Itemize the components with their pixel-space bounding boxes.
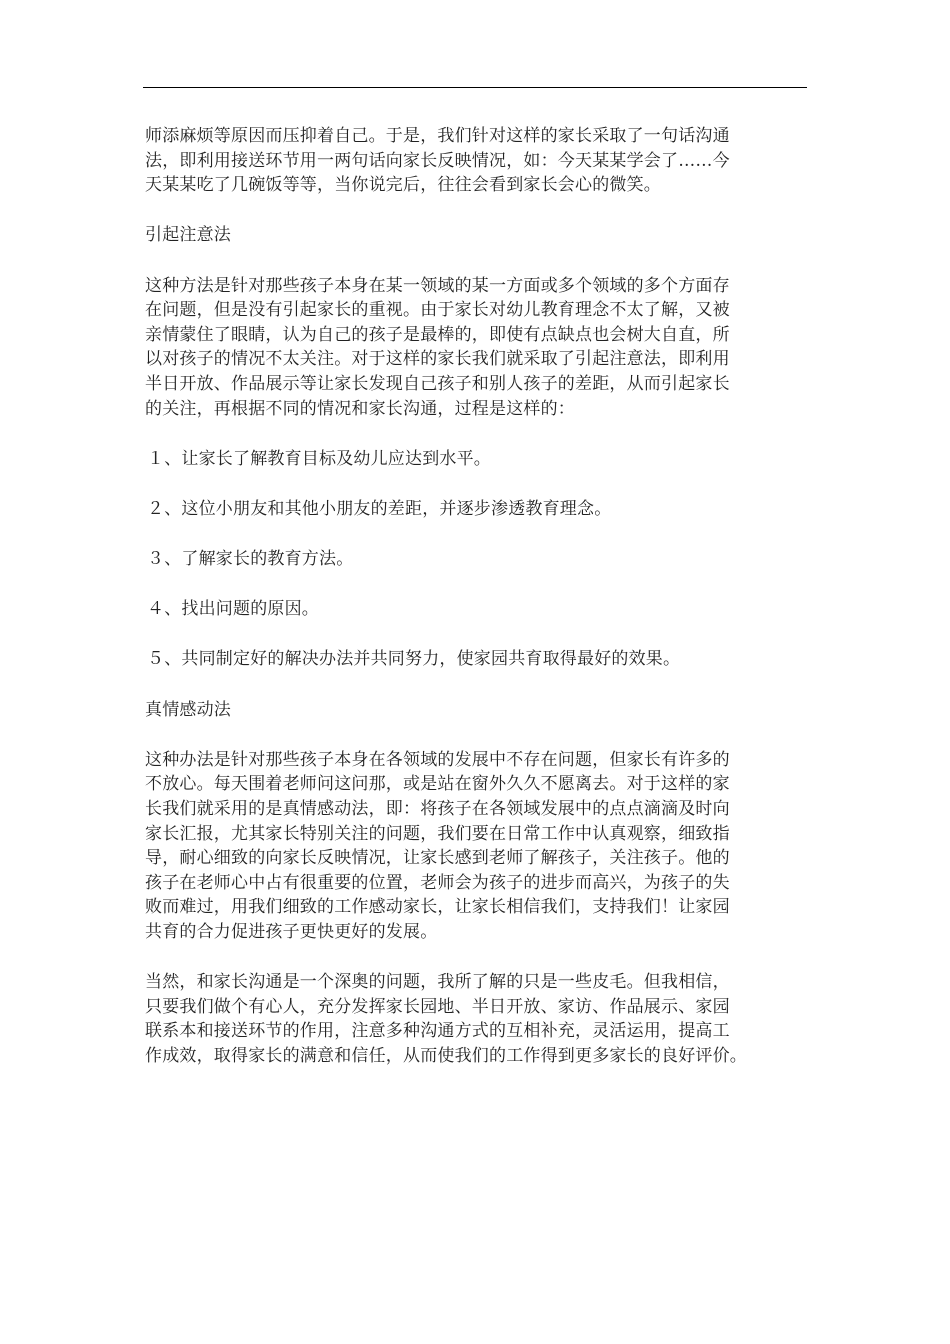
list-item: ４、找出问题的原因。 bbox=[147, 599, 319, 620]
list-item: ５、共同制定好的解决办法并共同努力，使家园共育取得最好的效果。 bbox=[147, 649, 681, 670]
section-heading: 真情感动法 bbox=[145, 699, 231, 720]
text-line: 败而难过，用我们细致的工作感动家长，让家长相信我们，支持我们！让家园 bbox=[145, 897, 730, 918]
step-5 bbox=[145, 647, 845, 672]
paragraph-conclusion bbox=[145, 970, 845, 1068]
text-line: 当然，和家长沟通是一个深奥的问题，我所了解的只是一些皮毛。但我相信， bbox=[145, 972, 730, 993]
text-line: 长我们就采用的是真情感动法，即：将孩子在各领域发展中的点点滴滴及时向 bbox=[145, 799, 730, 820]
text-line: 在问题，但是没有引起家长的重视。由于家长对幼儿教育理念不太了解，又被 bbox=[145, 300, 730, 321]
text-line: 法，即利用接送环节用一两句话向家长反映情况，如：今天某某学会了……今 bbox=[145, 150, 730, 171]
text-line: 天某某吃了几碗饭等等，当你说完后，往往会看到家长会心的微笑。 bbox=[145, 175, 661, 196]
list-item: ３、了解家长的教育方法。 bbox=[147, 549, 354, 570]
step-2 bbox=[145, 497, 845, 522]
text-line: 这种方法是针对那些孩子本身在某一领域的某一方面或多个领域的多个方面存 bbox=[145, 275, 730, 296]
header-rule bbox=[143, 87, 807, 88]
step-3 bbox=[145, 547, 845, 572]
text-line: 这种办法是针对那些孩子本身在各领域的发展中不存在问题，但家长有许多的 bbox=[145, 749, 730, 770]
paragraph-intro bbox=[145, 124, 845, 198]
section-heading-attention bbox=[145, 223, 845, 248]
text-line: 作成效，取得家长的满意和信任，从而使我们的工作得到更多家长的良好评价。 bbox=[145, 1045, 747, 1066]
document-body bbox=[145, 124, 845, 1069]
text-line: 亲情蒙住了眼睛，认为自己的孩子是最棒的，即使有点缺点也会树大自直，所 bbox=[145, 324, 730, 345]
paragraph-attention bbox=[145, 274, 845, 422]
text-line: 孩子在老师心中占有很重要的位置，老师会为孩子的进步而高兴，为孩子的失 bbox=[145, 872, 730, 893]
text-line: 只要我们做个有心人，充分发挥家长园地、半日开放、家访、作品展示、家园 bbox=[145, 996, 730, 1017]
text-line: 半日开放、作品展示等让家长发现自己孩子和别人孩子的差距，从而引起家长 bbox=[145, 373, 730, 394]
text-line: 不放心。每天围着老师问这问那，或是站在窗外久久不愿离去。对于这样的家 bbox=[145, 774, 730, 795]
step-1 bbox=[145, 447, 845, 472]
text-line: 导，耐心细致的向家长反映情况，让家长感到老师了解孩子，关注孩子。他的 bbox=[145, 848, 730, 869]
paragraph-sincere bbox=[145, 748, 845, 945]
text-line: 以对孩子的情况不太关注。对于这样的家长我们就采取了引起注意法，即利用 bbox=[145, 349, 730, 370]
text-line: 的关注，再根据不同的情况和家长沟通，过程是这样的： bbox=[145, 398, 575, 419]
text-line: 师添麻烦等原因而压抑着自己。于是，我们针对这样的家长采取了一句话沟通 bbox=[145, 126, 730, 146]
section-heading: 引起注意法 bbox=[145, 225, 231, 246]
list-item: １、让家长了解教育目标及幼儿应达到水平。 bbox=[147, 448, 491, 469]
section-heading-sincere bbox=[145, 698, 845, 723]
step-4 bbox=[145, 597, 845, 622]
text-line: 共育的合力促进孩子更快更好的发展。 bbox=[145, 922, 438, 942]
text-line: 联系本和接送环节的作用，注意多种沟通方式的互相补充，灵活运用，提高工 bbox=[145, 1021, 730, 1042]
list-item: ２、这位小朋友和其他小朋友的差距，并逐步渗透教育理念。 bbox=[147, 498, 612, 519]
text-line: 家长汇报，尤其家长特别关注的问题，我们要在日常工作中认真观察，细致指 bbox=[145, 823, 730, 844]
